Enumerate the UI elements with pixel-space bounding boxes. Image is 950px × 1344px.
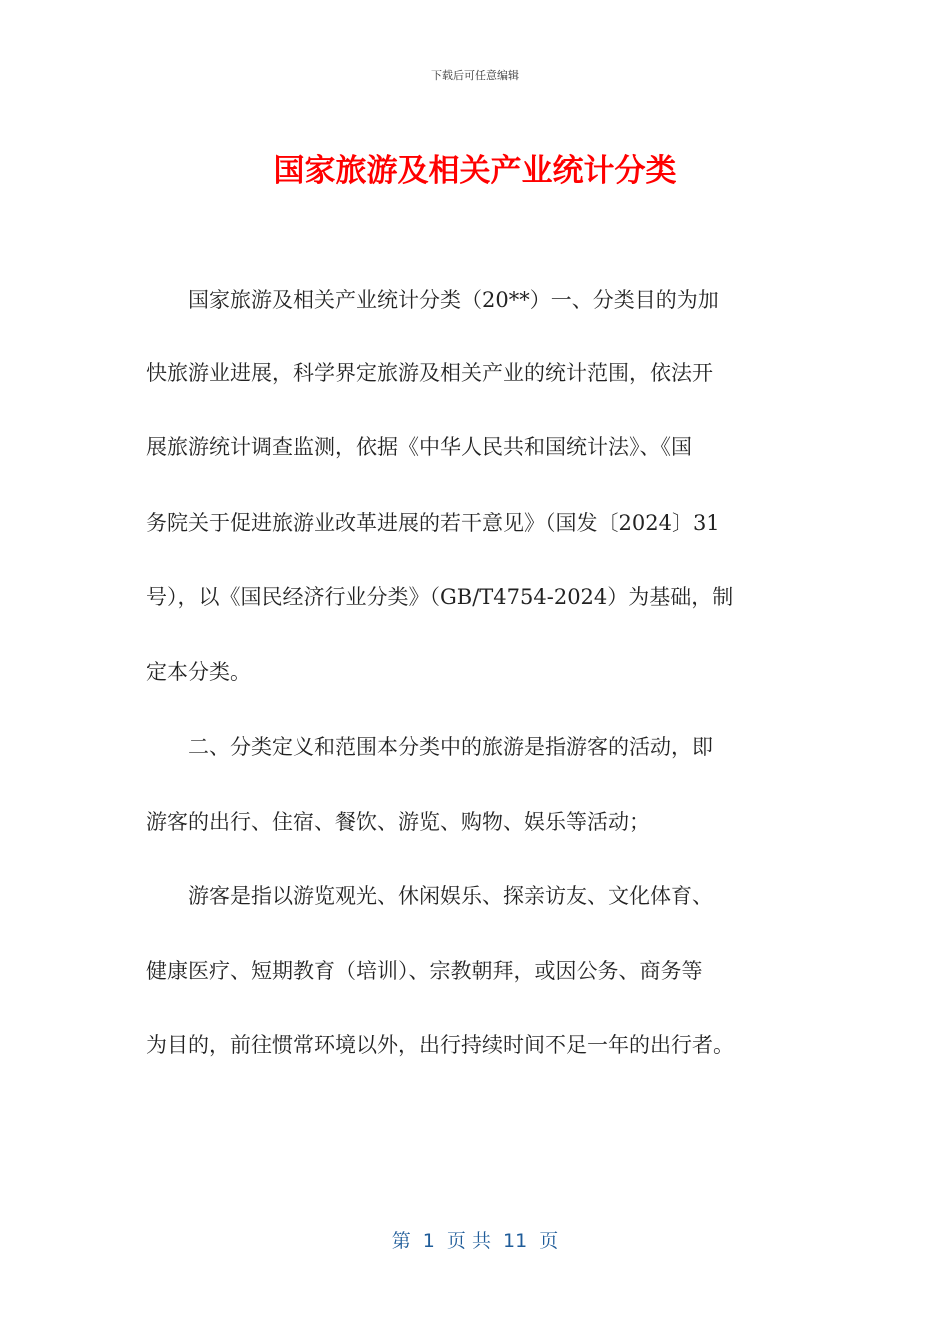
body-line: 二、分类定义和范围本分类中的旅游是指游客的活动，即	[146, 735, 713, 759]
body-line: 游客是指以游览观光、休闲娱乐、探亲访友、文化体育、	[146, 884, 713, 908]
body-line: 展旅游统计调查监测，依据《中华人民共和国统计法》、《国	[146, 435, 692, 459]
body-line: 定本分类。	[146, 660, 251, 684]
page-footer: 第 1 页 共 11 页	[391, 1230, 559, 1252]
body-line: 健康医疗、短期教育（培训）、宗教朝拜，或因公务、商务等	[146, 959, 703, 983]
body-line: 务院关于促进旅游业改革进展的若干意见》（国发〔2024〕31	[146, 511, 720, 535]
header-note: 下载后可任意编辑	[431, 69, 519, 82]
body-line: 快旅游业进展，科学界定旅游及相关产业的统计范围，依法开	[146, 361, 713, 385]
document-title: 国家旅游及相关产业统计分类	[273, 153, 677, 189]
body-line: 游客的出行、住宿、餐饮、游览、购物、娱乐等活动；	[146, 810, 650, 834]
body-line: 国家旅游及相关产业统计分类（20**）一、分类目的为加	[146, 288, 719, 312]
body-line: 号），以《国民经济行业分类》（GB/T4754-2024）为基础，制	[146, 585, 734, 609]
body-line: 为目的，前往惯常环境以外，出行持续时间不足一年的出行者。	[146, 1033, 734, 1057]
